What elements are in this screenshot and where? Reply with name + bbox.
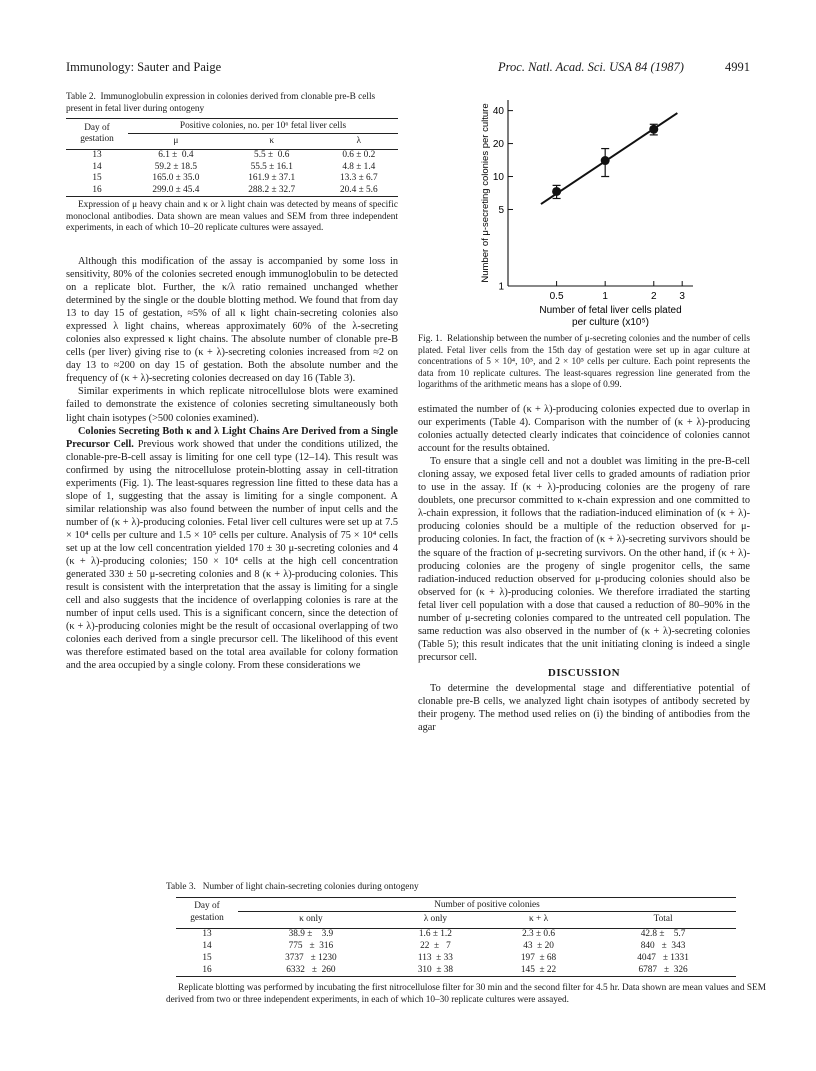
table-cell: 145 ± 22 [520, 964, 557, 975]
table-cell: 14 [202, 940, 212, 951]
header-authors: Immunology: Sauter and Paige [66, 60, 222, 74]
x-axis-label: per culture (x10⁵) [572, 317, 649, 328]
table-2-stub-header: Day of gestation [80, 122, 114, 145]
table-3-group-header: Number of positive colonies [238, 897, 736, 912]
table-3-col-header: κ + λ [529, 914, 549, 925]
y-tick-label: 20 [492, 139, 504, 151]
table-cell: 16 [202, 964, 212, 975]
header-journal: Proc. Natl. Acad. Sci. USA 84 (1987) [498, 60, 684, 74]
table-2 [66, 92, 398, 235]
left-column [66, 92, 398, 672]
y-tick-label: 40 [492, 106, 504, 118]
table-cell: 299.0 ± 45.4 [152, 184, 200, 195]
table-cell: 13 [92, 150, 102, 161]
table-cell: 42.8 ± 5.7 [640, 929, 686, 940]
table-3-col-header: λ only [423, 914, 448, 925]
chart-marks [541, 113, 677, 204]
paragraph: estimated the number of (κ + λ)-producing colonies expected due to overlap in our experiments (Table 4). Comparison with the number of (κ + λ)-producing colonies actually detected clearly indicates that coincidence of colonies cannot account for the results obtained. [418, 404, 750, 455]
table-cell: 4047 ± 1331 [637, 952, 689, 963]
paragraph: To ensure that a single cell and not a doublet was limiting in the pre-B-cell cloning assay, we exposed fetal liver cells to graded amounts of radiation prior to use in the assay. If (κ + λ)-producing colonies are the progeny of rare doublets, one precursor committed to κ-chain expression and one committed to λ-chain expression, it follows that the radiation-induced elimination of (κ + λ)-producing colonies should be a multiple of the reduction observed for μ-producing colonies. In fact, the fraction of (κ + λ)-secreting survivors should be the square of the fraction of μ-secreting survivors. On the other hand, if (κ + λ)-producing colonies are the progeny of single progenitor cells, the same radiation-induced reduction observed for μ-producing colonies should also be observed for (κ + λ)-producing colonies. We therefore irradiated the starting fetal liver cell population with a dose that caused a reduction of 80–90% in the number of μ-secreting colonies compared to the untreated cell population. The same reduction was also observed in the number of (κ + λ)-secreting colonies (Table 5); this result indicates that the unit initiating cloning is indeed a single precursor cell. [418, 456, 750, 663]
table-3-grid [176, 897, 736, 978]
table-cell: 22 ± 7 [420, 940, 451, 951]
table-2-col-header: μ [173, 135, 179, 146]
table-2-grid [66, 118, 398, 197]
data-point [601, 156, 610, 165]
table-cell: 3737 ± 1230 [285, 952, 337, 963]
table-cell: 59.2 ± 18.5 [154, 161, 198, 172]
table-2-footnote: Expression of μ heavy chain and κ or λ light chain was detected by means of specific monoclonal antibodies. Data shown are mean values and SEM from three independent experiments, in each of which 10–20 replicate cultures were assayed. [66, 200, 398, 234]
figure-1-caption: Fig. 1. Relationship between the number of μ-secreting colonies and the number of cells plated. Fetal liver cells from the 15th day of gestation were set up in agar culture at concentrations of 5 × 10⁴, 10⁵, and 2 × 10⁵ cells per culture. Each point represents the data from 10 replicate cultures. The least-squares regression line generated from the logarithms of the arithmetic means has a slope of 0.99. [418, 334, 750, 391]
x-tick-label: 2 [650, 291, 657, 302]
chart-axes [480, 100, 693, 328]
table-cell: 16 [92, 184, 102, 195]
table-3-caption: Table 3. Number of light chain-secreting colonies during ontogeny [166, 882, 419, 892]
table-cell: 6787 ± 326 [638, 964, 688, 975]
data-point [649, 125, 658, 134]
x-axis-label: Number of fetal liver cells plated [539, 305, 682, 316]
table-cell: 310 ± 38 [417, 964, 454, 975]
table-3 [166, 882, 776, 1007]
table-3-col-header: κ only [299, 914, 323, 925]
table-cell: 288.2 ± 32.7 [248, 184, 296, 195]
table-cell: 15 [202, 952, 212, 963]
table-2-col-header: λ [356, 135, 362, 146]
table-cell: 43 ± 20 [523, 940, 554, 951]
table-cell: 6.1 ± 0.4 [158, 150, 194, 161]
table-cell: 15 [92, 173, 102, 184]
table-3-footnote: Replicate blotting was performed by incubating the first nitrocellulose filter for 30 min and the second filter for 4.5 hr. Data shown are mean values and SEM derived from two or three independent experiments, in each of which 10–30 replicate cultures were assayed. [166, 983, 766, 1005]
table-cell: 38.9 ± 3.9 [288, 929, 334, 940]
table-cell: 14 [92, 161, 102, 172]
x-tick-label: 0.5 [549, 291, 564, 302]
figure-1-chart [478, 88, 728, 333]
paragraph: To determine the developmental stage and differentiative potential of clonable pre-B cells, we analyzed light chain isotypes of antibody secreted by their progeny. The method used relies on (i) the binding of antibodies from the agar [418, 682, 750, 734]
x-tick-label: 3 [679, 291, 685, 302]
paragraph: Colonies Secreting Both κ and λ Light Chains Are Derived from a Single Precursor Cell. Previous work showed that under the conditions utilized, the clonable-pre-B-cell assay is limiting for one cell type (12–14). This result was confirmed by using the nitrocellulose protein-blotting assay in cell-titration experiments (Fig. 1). The least-squares regression line fitted to these data has a slope of 1, suggesting that the assay is limiting for a single component. A similar relationship was also found between the number of input cells and the number of (κ + λ)-producing colonies. Fetal liver cell cultures were set up at 7.5 × 10⁴ cells per culture and 1.5 × 10⁵ cells per culture. Analysis of 75 × 10⁴ cells set up at the low cell concentration yielded 170 ± 30 μ-secreting colonies and 4 (κ + λ)-producing colonies; 150 × 10⁴ cells at the high cell concentration generated 330 ± 50 μ-secreting colonies and 8 (κ + λ)-producing colonies. This result is consistent with the interpretation that the assay is limiting for a single cell and also suggests that the incidence of overlapping colonies is rare at the number of input cells used. This is a significant concern, since the detection of (κ + λ)-producing colonies might be the result of occasional overlapping of two colonies each derived from a single precursor cell. The likelihood of this event was therefore estimated based on the total area available for colony formation and the area occupied by a single colony. From these considerations we [66, 425, 398, 672]
table-cell: 165.0 ± 35.0 [152, 173, 200, 184]
y-axis-label: Number of μ-secreting colonies per culture [480, 103, 491, 283]
table-cell: 840 ± 343 [640, 940, 686, 951]
table-3-col-header: Total [653, 914, 673, 925]
table-cell: 13 [202, 929, 212, 940]
table-cell: 55.5 ± 16.1 [250, 161, 293, 172]
y-tick-label: 10 [492, 172, 504, 184]
table-cell: 2.3 ± 0.6 [522, 929, 556, 940]
table-cell: 5.5 ± 0.6 [254, 150, 290, 161]
page-number: 4991 [725, 60, 750, 74]
table-cell: 6332 ± 260 [286, 964, 336, 975]
y-tick-label: 1 [498, 281, 504, 293]
table-3-stub-header: Day of gestation [190, 901, 224, 923]
section-heading: DISCUSSION [547, 666, 621, 679]
table-cell: 1.6 ± 1.2 [418, 929, 452, 940]
table-cell: 0.6 ± 0.2 [342, 150, 376, 161]
y-tick-label: 5 [498, 204, 504, 216]
table-cell: 775 ± 316 [288, 940, 334, 951]
table-cell: 4.8 ± 1.4 [342, 161, 376, 172]
table-cell: 20.4 ± 5.6 [339, 184, 378, 195]
table-cell: 197 ± 68 [520, 952, 557, 963]
table-2-group-header: Positive colonies, no. per 10⁶ fetal liver cells [128, 119, 398, 134]
table-2-caption: Table 2. Immunoglobulin expression in colonies derived from clonable pre-B cells present in fetal liver during ontogeny [66, 92, 376, 114]
table-cell: 161.9 ± 37.1 [248, 173, 296, 184]
running-header [66, 60, 750, 80]
table-cell: 113 ± 33 [417, 952, 453, 963]
data-point [552, 187, 561, 196]
paragraph: Although this modification of the assay is accompanied by some loss in sensitivity, 80% of the colonies secreted enough immunoglobulin to be detected on a replicate blot. Further, the κ/λ ratio remained unchanged whether determined by the single or the double blotting method. We found that from day 13 to day 15 of gestation, ≈5% of all κ light chain-secreting colonies also expressed λ light chains, whereas approximately 60% of the λ-secreting colonies also expressed κ light chains. The absolute number of clonable pre-B cells (per liver) giving rise to (κ + λ)-secreting colonies increased from ≈2 on day 13 to ≈200 on day 15 of gestation. Both the absolute number and the frequency of (κ + λ)-secreting colonies decreased on day 16 (Table 3). [66, 255, 398, 385]
table-2-col-header: κ [269, 135, 275, 146]
right-column [418, 403, 750, 734]
run-in-heading: Colonies Secreting Both κ and λ Light Chains Are Derived from a Single Precursor Cell. [66, 425, 398, 450]
paragraph: Similar experiments in which replicate nitrocellulose blots were examined failed to demonstrate the existence of colonies secreting simultaneously both light chain isotypes (>500 colonies examined). [66, 386, 398, 424]
table-cell: 13.3 ± 6.7 [339, 173, 378, 184]
x-tick-label: 1 [602, 291, 608, 302]
